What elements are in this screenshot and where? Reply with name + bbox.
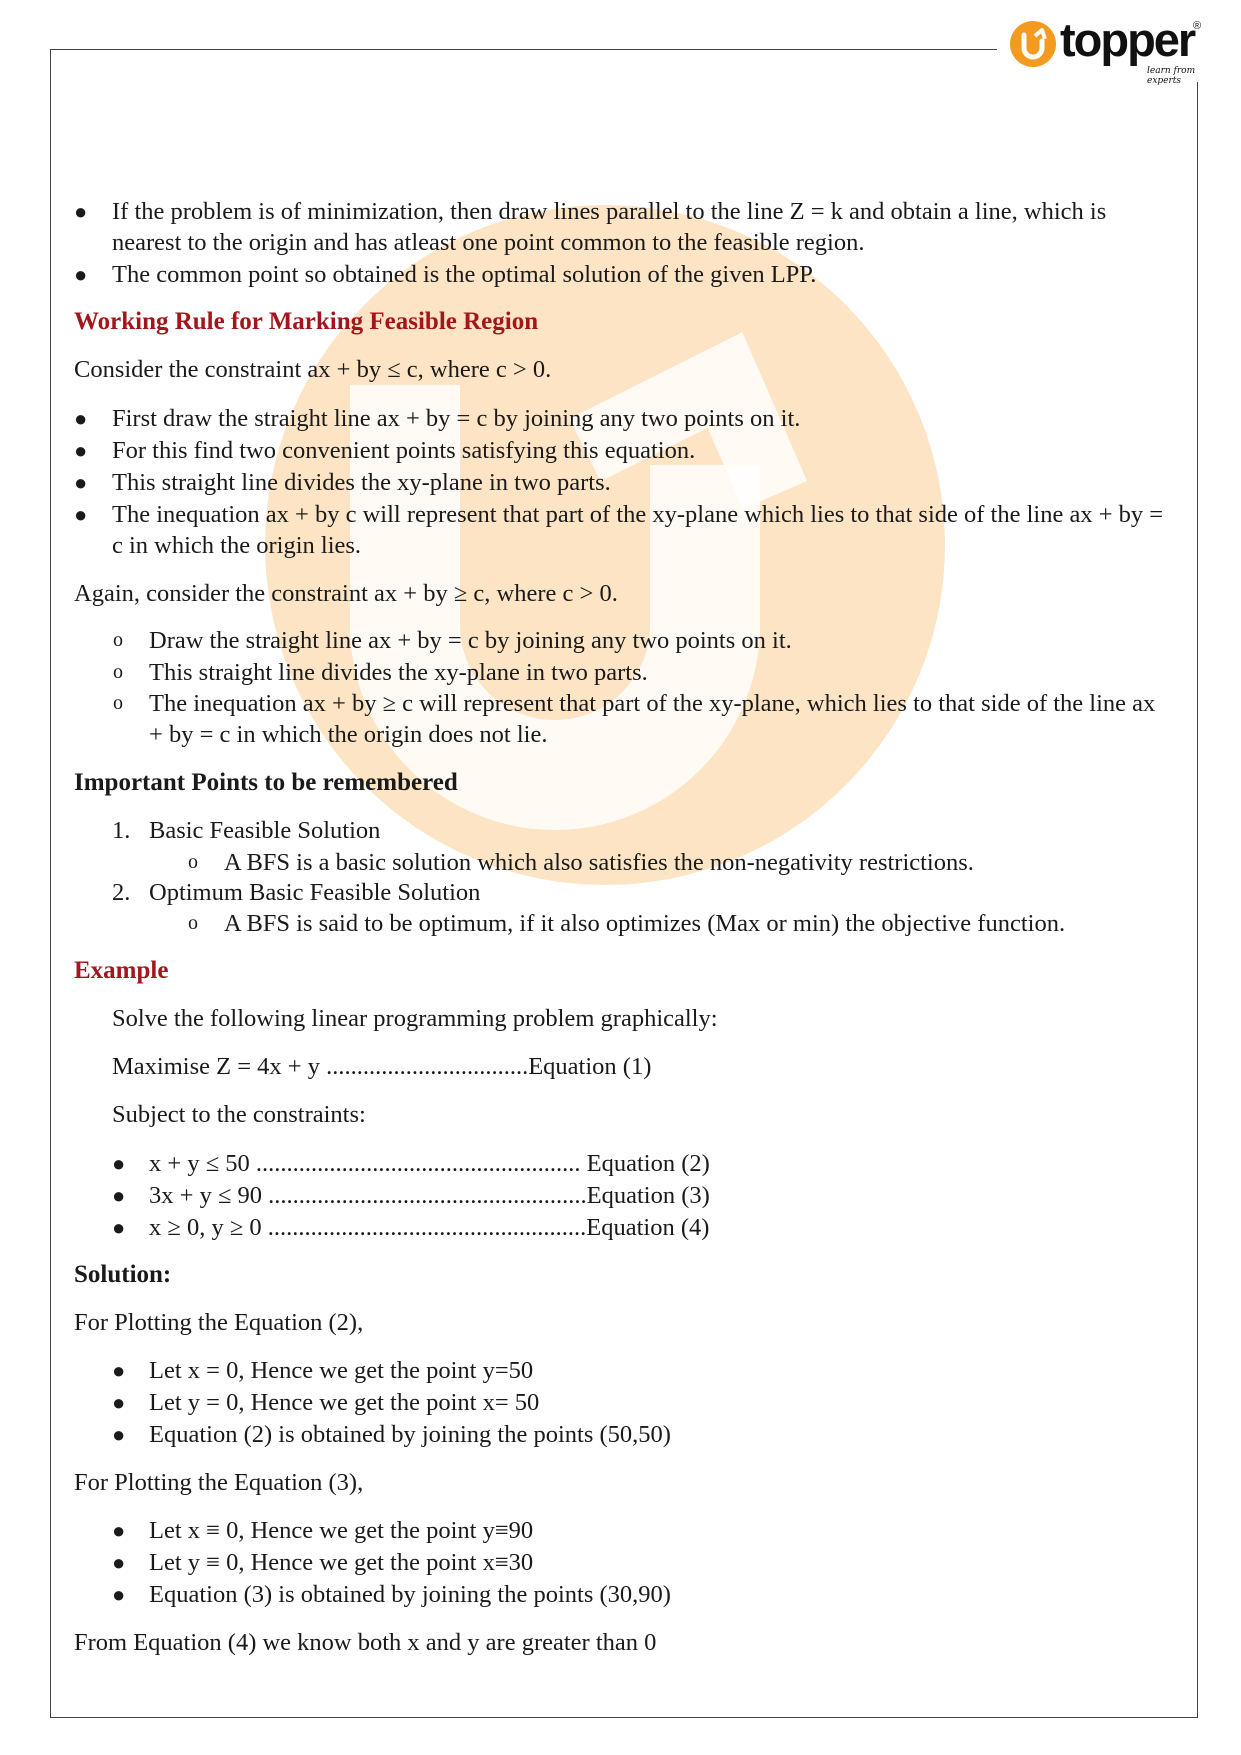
constraint-dots: .................................................... bbox=[267, 1214, 587, 1241]
bullet-icon: ● bbox=[74, 502, 88, 527]
important-item-2-title: Optimum Basic Feasible Solution bbox=[149, 879, 481, 906]
example-heading: Example bbox=[74, 957, 169, 984]
bullet-icon: ● bbox=[112, 1358, 126, 1383]
solution-heading: Solution: bbox=[74, 1261, 172, 1288]
working-rule-heading: Working Rule for Marking Feasible Region bbox=[74, 308, 539, 335]
important-item-1-sub: A BFS is a basic solution which also satisfies the non-negativity restrictions. bbox=[224, 849, 974, 876]
eq2-heading: For Plotting the Equation (2), bbox=[74, 1309, 364, 1336]
bullet-icon: ● bbox=[74, 438, 88, 463]
constraint-dots: .................................................... bbox=[268, 1182, 587, 1209]
page-border-left bbox=[50, 49, 51, 1717]
objective-expr: Maximise Z = 4x + y bbox=[112, 1053, 320, 1080]
constraint-item bbox=[149, 1148, 710, 1179]
brand-registered-mark: ® bbox=[1193, 20, 1202, 32]
eq2-bullet-2: Let y = 0, Hence we get the point x= 50 bbox=[149, 1389, 540, 1416]
constraint-expr: x + y ≤ 50 bbox=[149, 1150, 250, 1177]
objective-label: Equation (1) bbox=[528, 1053, 652, 1080]
brand-tagline: learn from experts bbox=[1147, 66, 1196, 86]
list-number: 1. bbox=[112, 817, 131, 844]
bullet-icon: ● bbox=[112, 1215, 126, 1240]
page-border-top bbox=[50, 49, 997, 50]
constraint-dots: ..................................................... bbox=[255, 1150, 587, 1177]
rule2-bullet-1: Draw the straight line ax + by = c by joining any two points on it. bbox=[149, 627, 792, 654]
constraint-item bbox=[149, 1212, 709, 1243]
rule1-bullet-2: For this find two convenient points satisfying this equation. bbox=[112, 437, 696, 464]
bullet-icon: ● bbox=[112, 1422, 126, 1447]
eq2-bullet-1: Let x = 0, Hence we get the point y=50 bbox=[149, 1357, 534, 1384]
important-item-1-title: Basic Feasible Solution bbox=[149, 817, 381, 844]
eq3-bullet-2: Let y ≡ 0, Hence we get the point x≡30 bbox=[149, 1549, 534, 1576]
eq3-heading: For Plotting the Equation (3), bbox=[74, 1469, 364, 1496]
important-heading: Important Points to be remembered bbox=[74, 769, 458, 796]
bullet-icon: ● bbox=[74, 199, 88, 224]
eq3-bullet-3: Equation (3) is obtained by joining the points (30,90) bbox=[149, 1581, 671, 1608]
constraint-1-text: Consider the constraint ax + by ≤ c, where c > 0. bbox=[74, 356, 552, 383]
constraint-expr: x ≥ 0, y ≥ 0 bbox=[149, 1214, 262, 1241]
intro-bullet-1: If the problem is of minimization, then draw lines parallel to the line Z = k and obtain a line, which is nearest to the origin and has atleast one point common to the feasible region. bbox=[112, 198, 1107, 256]
constraint-label: Equation (3) bbox=[586, 1182, 710, 1209]
constraint-label: Equation (2) bbox=[586, 1150, 710, 1177]
rule1-bullet-4: The inequation ax + by c will represent that part of the xy-plane which lies to that side of the line ax + by = c in which the origin lies. bbox=[112, 501, 1164, 559]
bullet-icon: ● bbox=[112, 1550, 126, 1575]
bullet-icon: ● bbox=[74, 406, 88, 431]
rule2-bullet-2: This straight line divides the xy-plane in two parts. bbox=[149, 659, 648, 686]
bullet-icon: ● bbox=[112, 1151, 126, 1176]
brand-name: topper bbox=[1060, 13, 1195, 66]
eq3-bullet-1: Let x ≡ 0, Hence we get the point y≡90 bbox=[149, 1517, 534, 1544]
bullet-icon: ● bbox=[112, 1183, 126, 1208]
rule1-bullet-3: This straight line divides the xy-plane in two parts. bbox=[112, 469, 611, 496]
rule1-bullet-1: First draw the straight line ax + by = c by joining any two points on it. bbox=[112, 405, 801, 432]
objective-function bbox=[112, 1051, 651, 1082]
example-prompt: Solve the following linear programming problem graphically: bbox=[112, 1005, 718, 1032]
objective-dots: ................................. bbox=[326, 1053, 529, 1080]
rule2-bullet-3: The inequation ax + by ≥ c will represent that part of the xy-plane, which lies to that side of the line ax + by = c in which the origin does not lie. bbox=[149, 690, 1156, 748]
brand-u-icon bbox=[1010, 21, 1056, 67]
circle-bullet-icon: o bbox=[188, 851, 198, 873]
bullet-icon: ● bbox=[74, 262, 88, 287]
page-border-bottom bbox=[50, 1717, 1198, 1718]
conclusion-text: From Equation (4) we know both x and y are greater than 0 bbox=[74, 1629, 657, 1656]
intro-bullet-2: The common point so obtained is the optimal solution of the given LPP. bbox=[112, 261, 817, 288]
circle-bullet-icon: o bbox=[113, 692, 123, 714]
subject-to-text: Subject to the constraints: bbox=[112, 1101, 366, 1128]
bullet-icon: ● bbox=[112, 1390, 126, 1415]
constraint-2-text: Again, consider the constraint ax + by ≥ c, where c > 0. bbox=[74, 580, 618, 607]
eq2-bullet-3: Equation (2) is obtained by joining the points (50,50) bbox=[149, 1421, 671, 1448]
brand-logo bbox=[1010, 13, 1210, 86]
page-border-right bbox=[1197, 82, 1198, 1717]
constraint-label: Equation (4) bbox=[586, 1214, 710, 1241]
circle-bullet-icon: o bbox=[113, 661, 123, 683]
circle-bullet-icon: o bbox=[188, 912, 198, 934]
circle-bullet-icon: o bbox=[113, 629, 123, 651]
constraint-item bbox=[149, 1180, 710, 1211]
bullet-icon: ● bbox=[112, 1582, 126, 1607]
bullet-icon: ● bbox=[74, 470, 88, 495]
important-item-2-sub: A BFS is said to be optimum, if it also optimizes (Max or min) the objective function. bbox=[224, 910, 1066, 937]
list-number: 2. bbox=[112, 879, 131, 906]
bullet-icon: ● bbox=[112, 1518, 126, 1543]
constraint-expr: 3x + y ≤ 90 bbox=[149, 1182, 263, 1209]
